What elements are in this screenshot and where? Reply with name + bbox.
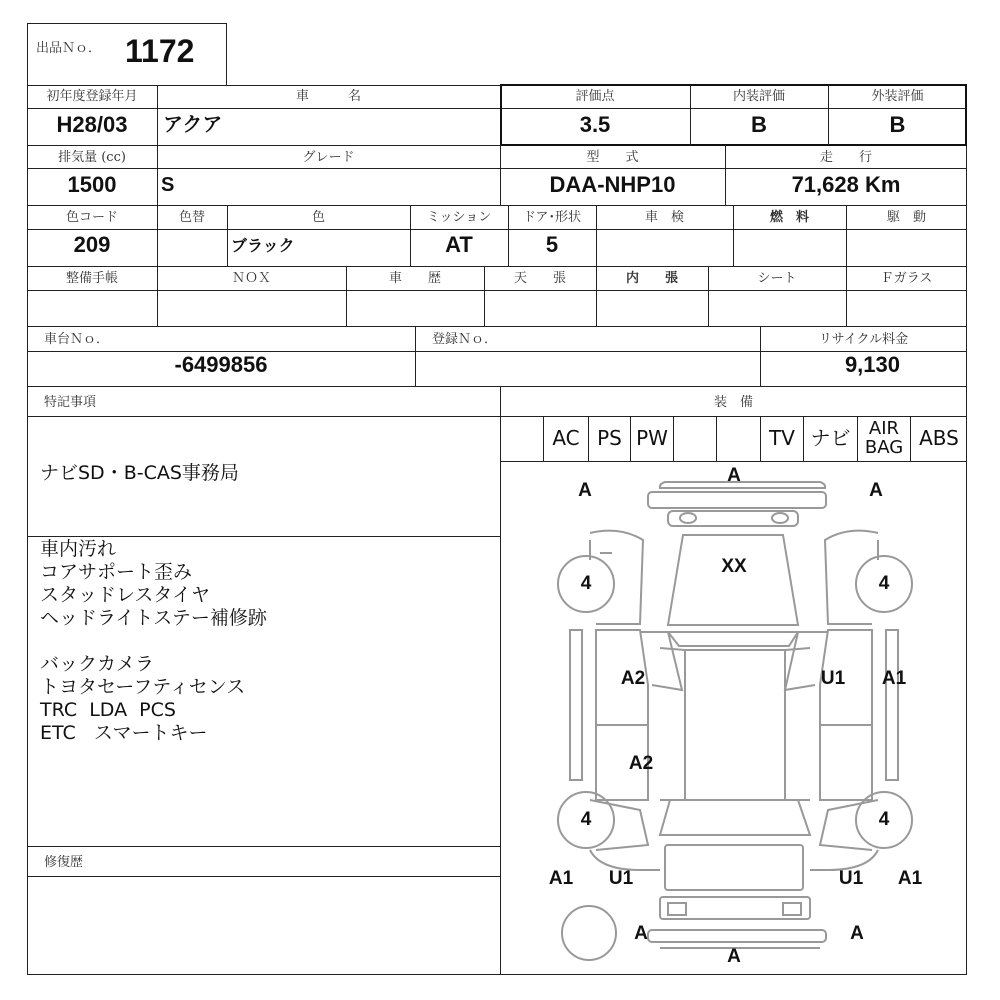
- model-label: 型 式: [586, 150, 639, 165]
- recycle-fee-label: リサイクル料金: [818, 332, 909, 347]
- registration-no-label: 登録Ｎｏ．: [432, 332, 498, 347]
- equipment-pw: PW: [636, 426, 668, 450]
- equipment-label: 装 備: [713, 395, 753, 410]
- color-code-label: 色コード: [65, 210, 118, 225]
- mark-left-front-door: A2: [620, 668, 646, 689]
- mark-right-quarter: A1: [897, 868, 923, 889]
- mark-right-front-door: U1: [820, 668, 846, 689]
- car-name-value: アクア: [163, 114, 223, 136]
- mark-front-right-corner: A: [869, 480, 883, 501]
- notes-top: ナビSD・B-CAS事務局: [40, 462, 239, 484]
- mark-hood: XX: [721, 556, 747, 577]
- lot-number-value: 1172: [125, 33, 195, 69]
- mark-left-rear-door: A2: [628, 753, 654, 774]
- equipment-tv: TV: [769, 426, 795, 450]
- mark-rear-bumper: A: [727, 946, 741, 967]
- fuel-label: 燃 料: [769, 210, 809, 225]
- mark-front-bumper: A: [727, 465, 741, 486]
- model-value: DAA-NHP10: [549, 172, 676, 197]
- score-value: 3.5: [579, 112, 611, 137]
- mission-label: ミッション: [426, 210, 492, 225]
- first-registration-value: H28/03: [56, 112, 128, 137]
- history-label: 車 歴: [388, 271, 441, 286]
- interior-trim-label: 内 張: [625, 271, 678, 286]
- equipment-ps: PS: [597, 426, 622, 450]
- door-label: ドア･形状: [522, 210, 582, 225]
- ceiling-label: 天 張: [513, 271, 566, 286]
- mark-rear-right-corner: A: [850, 923, 864, 944]
- displacement-value: 1500: [67, 172, 117, 197]
- mark-rear-left-corner: A: [634, 923, 648, 944]
- equipment-navi: ナビ: [810, 426, 851, 450]
- grade-value: S: [161, 174, 175, 196]
- mark-right-front-wheel: 4: [878, 573, 890, 594]
- mission-value: AT: [445, 232, 473, 257]
- grade-label: グレード: [302, 150, 355, 165]
- recycle-fee-value: 9,130: [844, 352, 900, 377]
- mark-left-quarter: A1: [548, 868, 574, 889]
- lot-number-label: 出品Ｎｏ．: [36, 41, 102, 56]
- equipment-abs: ABS: [919, 426, 959, 450]
- color-value: ブラック: [231, 238, 295, 255]
- mileage-label: 走 行: [819, 150, 872, 165]
- nox-label: ＮＯＸ: [231, 271, 271, 286]
- score-label: 評価点: [575, 89, 615, 104]
- color-code-value: 209: [73, 232, 111, 257]
- exterior-grade-label: 外装評価: [871, 89, 924, 104]
- repair-history-label: 修復歴: [44, 855, 84, 870]
- interior-grade-label: 内装評価: [732, 89, 785, 104]
- inspection-label: 車 検: [644, 210, 684, 225]
- chassis-no-value: -6499856: [174, 352, 268, 377]
- equipment-ac: AC: [552, 426, 580, 450]
- color-label: 色: [311, 210, 325, 225]
- mark-left-rear-wheel: 4: [580, 809, 592, 830]
- drive-label: 駆 動: [886, 210, 926, 225]
- mark-right-side-panel: A1: [881, 668, 907, 689]
- maintenance-book-label: 整備手帳: [65, 271, 118, 286]
- mark-right-rear-wheel: 4: [878, 809, 890, 830]
- exterior-grade-value: B: [889, 112, 906, 137]
- seat-label: シート: [757, 271, 797, 286]
- car-name-label: 車 名: [295, 89, 361, 104]
- first-registration-label: 初年度登録年月: [46, 89, 138, 104]
- door-value: 5: [545, 232, 559, 257]
- mark-left-front-wheel: 4: [580, 573, 592, 594]
- mark-left-rear-panel: U1: [608, 868, 634, 889]
- mark-right-rear-panel: U1: [838, 868, 864, 889]
- equipment-airbag: AIR BAG: [864, 418, 904, 458]
- displacement-label: 排気量 (cc): [58, 150, 126, 165]
- notes-bottom: 車内汚れ コアサポート歪み スタッドレスタイヤ ヘッドライトステー補修跡 バックカメラ トヨタセーフティセンス TRC LDA PCS ETC スマートキー: [40, 538, 267, 744]
- mark-front-left-corner: A: [578, 480, 592, 501]
- front-glass-label: Ｆガラス: [880, 271, 933, 286]
- chassis-no-label: 車台Ｎｏ．: [44, 332, 110, 347]
- color-change-label: 色替: [178, 210, 205, 225]
- interior-grade-value: B: [751, 112, 767, 137]
- mileage-value: 71,628 Km: [791, 172, 901, 197]
- notes-label: 特記事項: [44, 395, 97, 410]
